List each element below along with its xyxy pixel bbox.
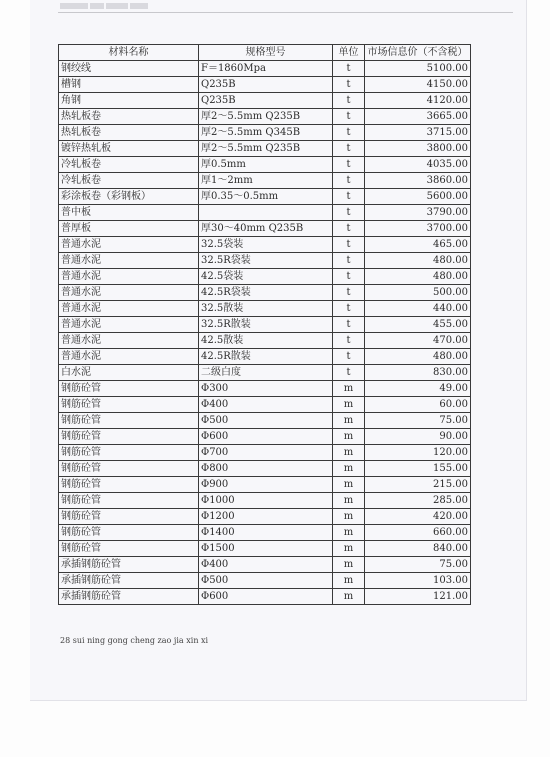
cell-price: 440.00 [365, 301, 471, 317]
cell-material-name: 普厚板 [59, 221, 199, 237]
table-row [59, 493, 471, 509]
cell-unit: m [333, 381, 365, 397]
cell-price: 480.00 [365, 349, 471, 365]
table-row [59, 445, 471, 461]
cell-spec: Φ800 [199, 461, 333, 477]
cell-spec: Φ300 [199, 381, 333, 397]
cell-spec: 42.5R袋装 [199, 285, 333, 301]
cell-material-name: 普通水泥 [59, 253, 199, 269]
table-row [59, 333, 471, 349]
cell-price: 3665.00 [365, 109, 471, 125]
cell-material-name: 钢筋砼管 [59, 477, 199, 493]
cell-unit: m [333, 541, 365, 557]
cell-price: 49.00 [365, 381, 471, 397]
cell-unit: t [333, 349, 365, 365]
cell-material-name: 普通水泥 [59, 333, 199, 349]
header-spec: 规格型号 [199, 45, 333, 61]
cell-price: 470.00 [365, 333, 471, 349]
cell-material-name: 承插钢筋砼管 [59, 589, 199, 605]
cell-spec [199, 205, 333, 221]
cell-unit: m [333, 429, 365, 445]
cell-price: 660.00 [365, 525, 471, 541]
cell-price: 285.00 [365, 493, 471, 509]
cell-unit: t [333, 253, 365, 269]
table-row [59, 253, 471, 269]
cell-spec: 32.5R袋装 [199, 253, 333, 269]
table-row [59, 573, 471, 589]
cell-spec: 厚2～5.5mm Q235B [199, 109, 333, 125]
cell-unit: t [333, 317, 365, 333]
cell-price: 5100.00 [365, 61, 471, 77]
cell-material-name: 钢绞线 [59, 61, 199, 77]
table-row [59, 77, 471, 93]
cell-material-name: 钢筋砼管 [59, 397, 199, 413]
cell-spec: 32.5袋装 [199, 237, 333, 253]
cell-material-name: 钢筋砼管 [59, 445, 199, 461]
table-row [59, 301, 471, 317]
cell-spec: Φ600 [199, 429, 333, 445]
cell-spec: Φ1200 [199, 509, 333, 525]
cell-material-name: 钢筋砼管 [59, 493, 199, 509]
header-price: 市场信息价（不含税） [365, 45, 471, 61]
cell-price: 75.00 [365, 413, 471, 429]
header-unit: 单位 [333, 45, 365, 61]
cell-price: 3715.00 [365, 125, 471, 141]
cell-spec: Φ900 [199, 477, 333, 493]
table-row [59, 125, 471, 141]
cell-price: 103.00 [365, 573, 471, 589]
cell-material-name: 钢筋砼管 [59, 429, 199, 445]
cell-spec: 32.5R散装 [199, 317, 333, 333]
table-header-row [59, 45, 471, 61]
cell-unit: m [333, 525, 365, 541]
cell-unit: t [333, 221, 365, 237]
cell-unit: t [333, 333, 365, 349]
cell-material-name: 普通水泥 [59, 301, 199, 317]
cell-spec: Q235B [199, 93, 333, 109]
cell-material-name: 角钢 [59, 93, 199, 109]
table-row [59, 285, 471, 301]
cell-unit: t [333, 125, 365, 141]
cell-material-name: 钢筋砼管 [59, 381, 199, 397]
cell-material-name: 普通水泥 [59, 349, 199, 365]
cell-material-name: 热轧板卷 [59, 125, 199, 141]
cell-price: 455.00 [365, 317, 471, 333]
cell-price: 3860.00 [365, 173, 471, 189]
cell-material-name: 钢筋砼管 [59, 509, 199, 525]
cell-unit: m [333, 589, 365, 605]
cell-spec: 32.5散装 [199, 301, 333, 317]
cell-spec: 厚2～5.5mm Q235B [199, 141, 333, 157]
cell-price: 121.00 [365, 589, 471, 605]
cell-unit: t [333, 205, 365, 221]
table-row [59, 477, 471, 493]
cell-material-name: 镀锌热轧板 [59, 141, 199, 157]
cell-spec: Φ400 [199, 557, 333, 573]
cell-unit: m [333, 461, 365, 477]
cell-spec: Φ500 [199, 413, 333, 429]
cell-price: 155.00 [365, 461, 471, 477]
cell-spec: 42.5袋装 [199, 269, 333, 285]
cell-unit: t [333, 237, 365, 253]
cell-spec: F＝1860Mpa [199, 61, 333, 77]
header-rule [58, 12, 513, 13]
table-row [59, 365, 471, 381]
cell-unit: t [333, 173, 365, 189]
cell-unit: t [333, 189, 365, 205]
cell-price: 500.00 [365, 285, 471, 301]
table-row [59, 413, 471, 429]
cell-price: 3800.00 [365, 141, 471, 157]
cell-spec: 厚1～2mm [199, 173, 333, 189]
cell-unit: t [333, 285, 365, 301]
cell-price: 5600.00 [365, 189, 471, 205]
cell-material-name: 普通水泥 [59, 269, 199, 285]
cell-material-name: 槽钢 [59, 77, 199, 93]
price-table [58, 44, 471, 605]
table-row [59, 61, 471, 77]
cell-unit: t [333, 77, 365, 93]
cell-spec: 二级白度 [199, 365, 333, 381]
cell-spec: Φ700 [199, 445, 333, 461]
table-row [59, 109, 471, 125]
cell-spec: Φ600 [199, 589, 333, 605]
cell-material-name: 普中板 [59, 205, 199, 221]
table-row [59, 205, 471, 221]
cell-spec: Q235B [199, 77, 333, 93]
cell-material-name: 冷轧板卷 [59, 173, 199, 189]
cell-spec: 厚0.5mm [199, 157, 333, 173]
cell-spec: Φ500 [199, 573, 333, 589]
table-row [59, 157, 471, 173]
cell-material-name: 钢筋砼管 [59, 413, 199, 429]
cell-unit: m [333, 573, 365, 589]
cell-unit: t [333, 93, 365, 109]
cell-unit: t [333, 269, 365, 285]
cell-material-name: 热轧板卷 [59, 109, 199, 125]
table-row [59, 317, 471, 333]
table-row [59, 173, 471, 189]
cell-spec: Φ400 [199, 397, 333, 413]
cell-spec: Φ1000 [199, 493, 333, 509]
cell-price: 3790.00 [365, 205, 471, 221]
cell-price: 215.00 [365, 477, 471, 493]
cell-material-name: 冷轧板卷 [59, 157, 199, 173]
cell-spec: 厚0.35～0.5mm [199, 189, 333, 205]
table-row [59, 525, 471, 541]
cell-spec: Φ1400 [199, 525, 333, 541]
cell-unit: m [333, 397, 365, 413]
cell-material-name: 普通水泥 [59, 285, 199, 301]
cell-material-name: 钢筋砼管 [59, 541, 199, 557]
table-row [59, 269, 471, 285]
cell-price: 465.00 [365, 237, 471, 253]
cell-unit: t [333, 109, 365, 125]
cropped-header-mark [60, 0, 170, 12]
cell-price: 4120.00 [365, 93, 471, 109]
table-row [59, 429, 471, 445]
cell-price: 75.00 [365, 557, 471, 573]
cell-price: 4035.00 [365, 157, 471, 173]
cell-spec: 厚30～40mm Q235B [199, 221, 333, 237]
cell-unit: m [333, 493, 365, 509]
table-row [59, 461, 471, 477]
cell-unit: t [333, 365, 365, 381]
cell-material-name: 承插钢筋砼管 [59, 573, 199, 589]
cell-material-name: 钢筋砼管 [59, 461, 199, 477]
cell-spec: Φ1500 [199, 541, 333, 557]
cell-unit: t [333, 141, 365, 157]
table-row [59, 397, 471, 413]
cell-unit: t [333, 157, 365, 173]
cell-price: 60.00 [365, 397, 471, 413]
cell-unit: t [333, 301, 365, 317]
table-row [59, 349, 471, 365]
cell-material-name: 承插钢筋砼管 [59, 557, 199, 573]
cell-material-name: 普通水泥 [59, 317, 199, 333]
cell-unit: m [333, 445, 365, 461]
table-row [59, 189, 471, 205]
table-row [59, 509, 471, 525]
cell-spec: 42.5R散装 [199, 349, 333, 365]
cell-price: 480.00 [365, 253, 471, 269]
cell-unit: m [333, 477, 365, 493]
table-row [59, 93, 471, 109]
cell-price: 840.00 [365, 541, 471, 557]
table-row [59, 381, 471, 397]
cell-price: 480.00 [365, 269, 471, 285]
cell-spec: 42.5散装 [199, 333, 333, 349]
page-footer: 28 sui ning gong cheng zao jia xin xi [60, 636, 209, 645]
cell-material-name: 钢筋砼管 [59, 525, 199, 541]
table-row [59, 141, 471, 157]
header-material-name: 材料名称 [59, 45, 199, 61]
table-row [59, 541, 471, 557]
cell-price: 830.00 [365, 365, 471, 381]
table-row [59, 589, 471, 605]
table-body [59, 61, 471, 605]
cell-unit: m [333, 557, 365, 573]
cell-price: 3700.00 [365, 221, 471, 237]
cell-unit: m [333, 413, 365, 429]
cell-price: 90.00 [365, 429, 471, 445]
cell-material-name: 彩涂板卷（彩钢板） [59, 189, 199, 205]
table-row [59, 557, 471, 573]
cell-price: 4150.00 [365, 77, 471, 93]
cell-material-name: 白水泥 [59, 365, 199, 381]
cell-unit: t [333, 61, 365, 77]
cell-price: 420.00 [365, 509, 471, 525]
cell-price: 120.00 [365, 445, 471, 461]
cell-unit: m [333, 509, 365, 525]
cell-material-name: 普通水泥 [59, 237, 199, 253]
cell-spec: 厚2～5.5mm Q345B [199, 125, 333, 141]
table-row [59, 221, 471, 237]
table-row [59, 237, 471, 253]
